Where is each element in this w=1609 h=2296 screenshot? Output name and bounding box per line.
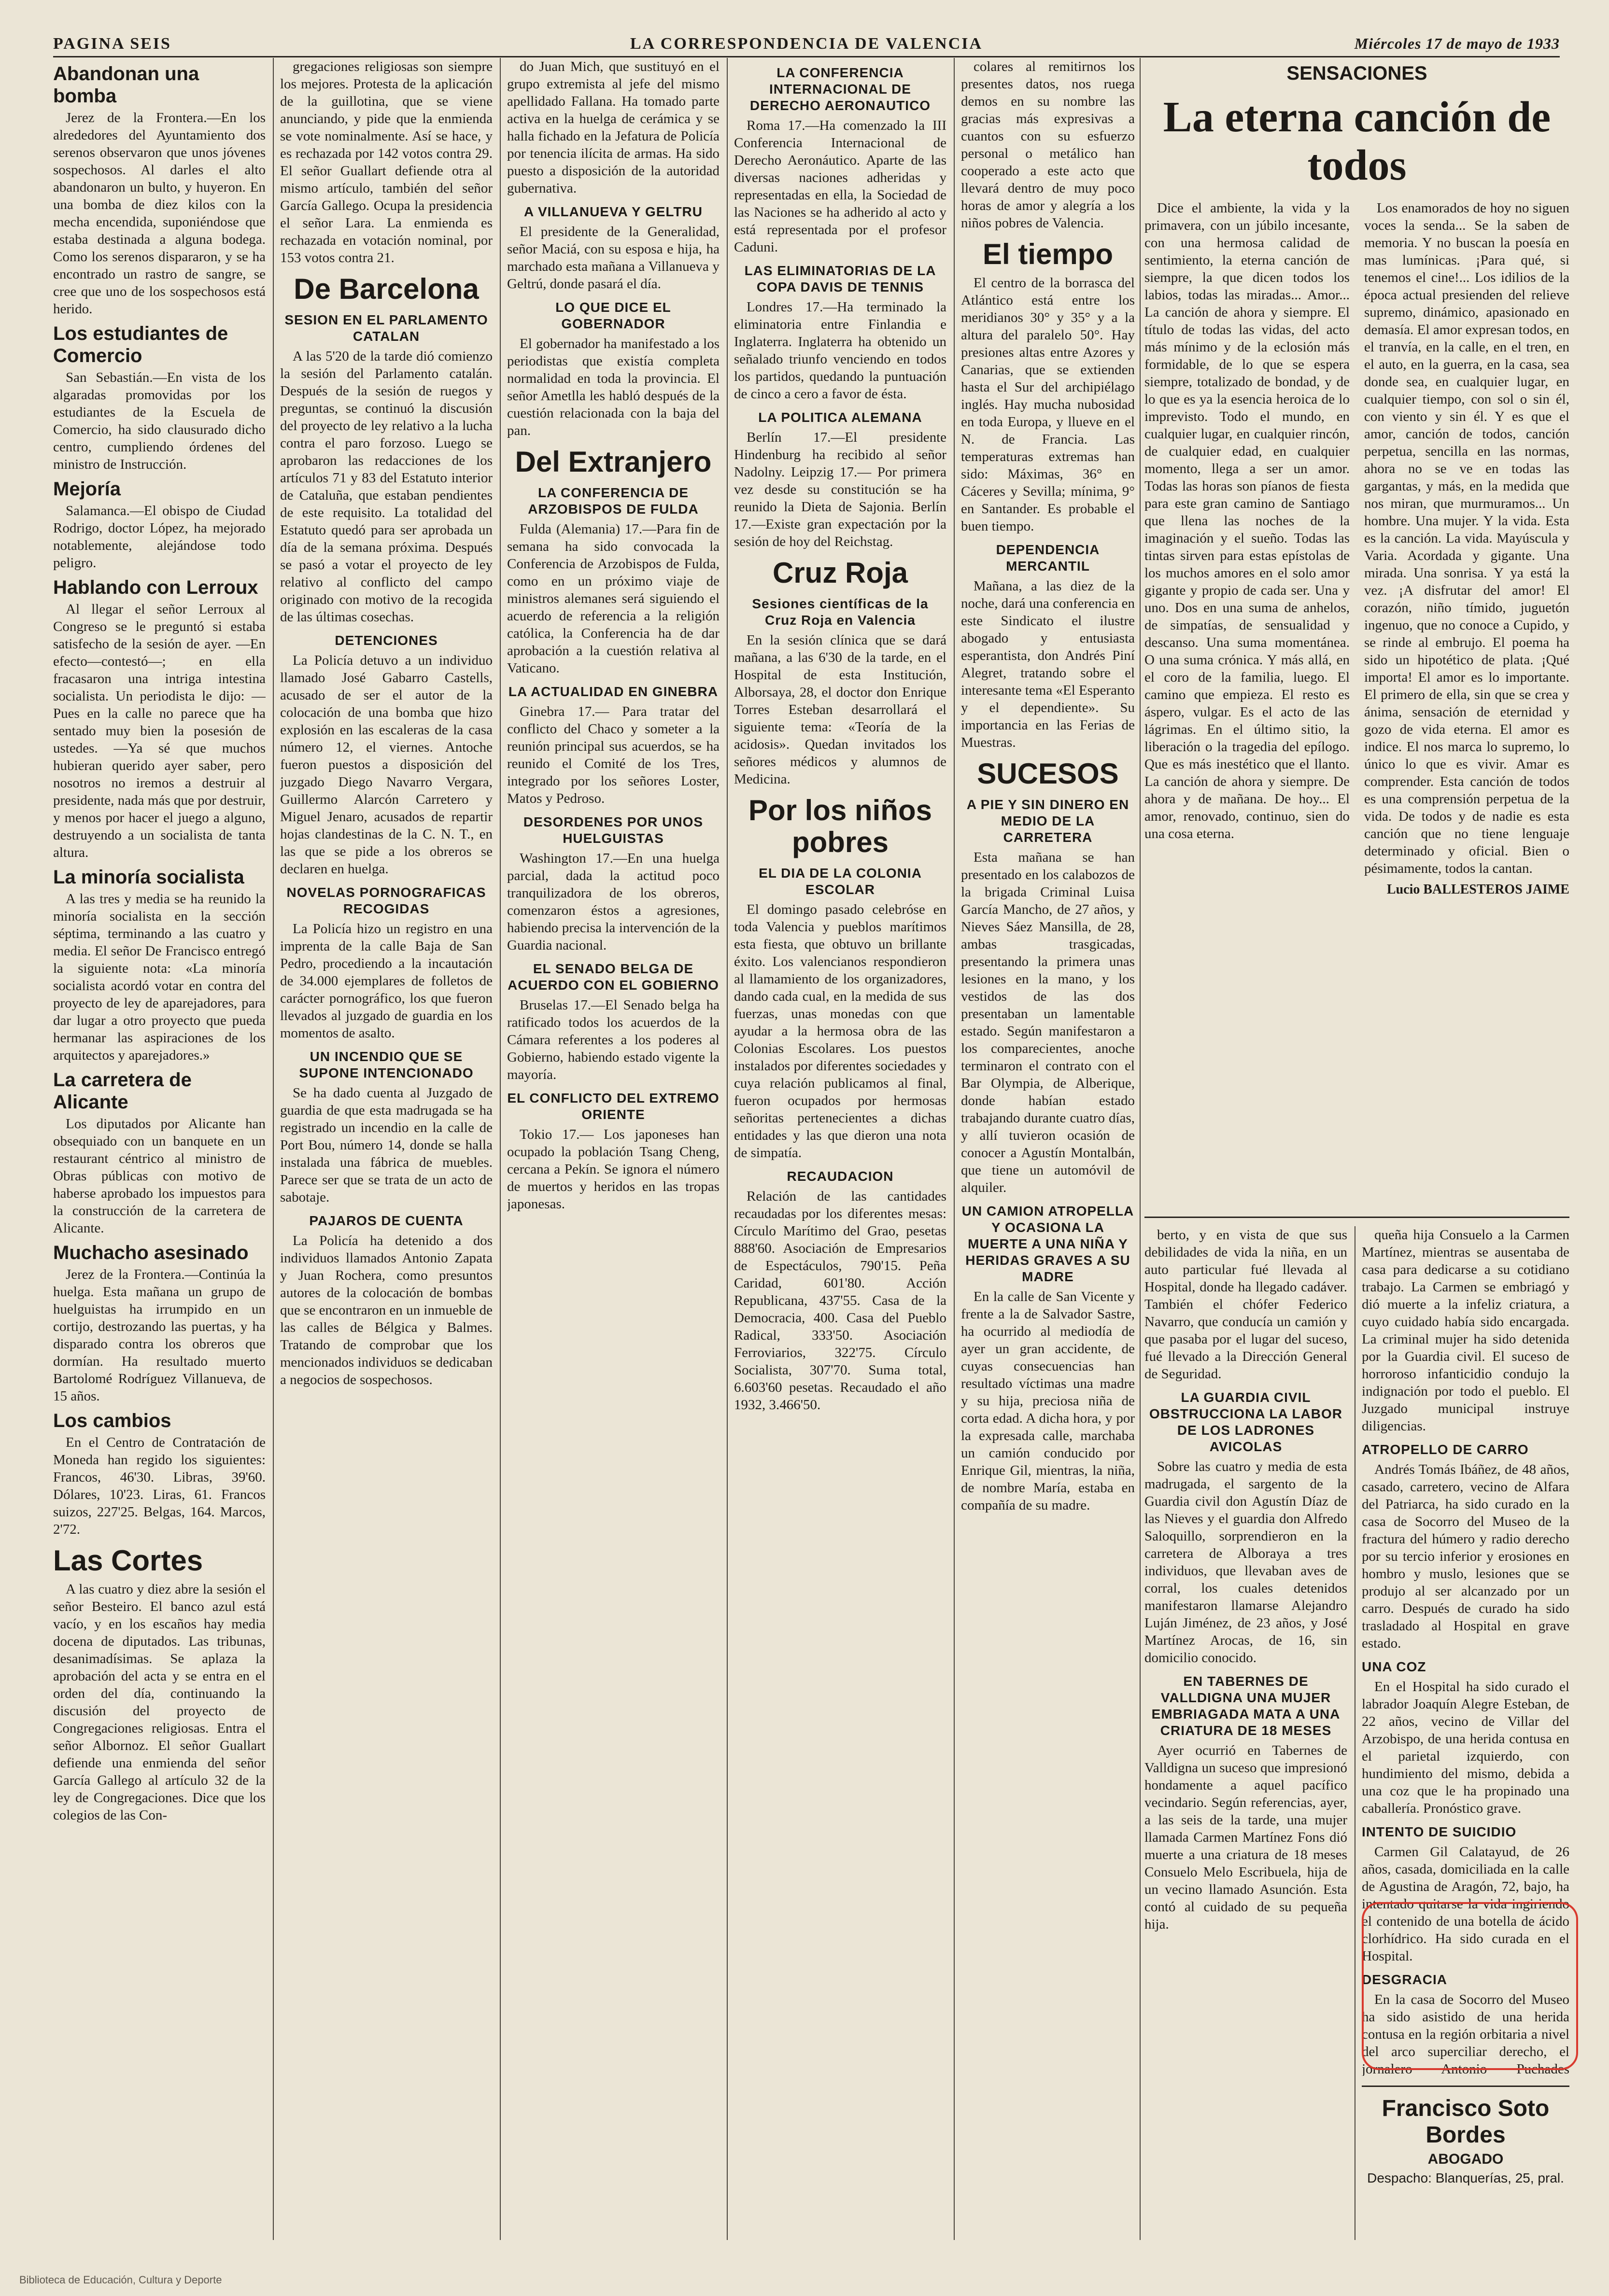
article-text: San Sebastián.—En vista de los algaradas promovidas por los estudiantes de la Escuela de Comercio, ha sido clausurado dicho centro, cumpliendo órdenes del ministro de Instrucción. [53,370,266,472]
subheadline: A PIE Y SIN DINERO EN MEDIO DE LA CARRETERA [966,797,1129,845]
subheadline: DESGRACIA [1362,1972,1448,1987]
article-text: En el Hospital ha sido curado el labrador Joaquín Alegre Esteban, de 22 años, vecino de Villar del Arzobispo, de una herida contusa en el parietal izquierdo, con hundimiento del mismo, debida a una coz que le ha propinado una caballería. Pronóstico grave. [1362,1679,1569,1816]
article-text: Sobre las cuatro y media de esta madrugada, el sargento de la Guardia civil don Agustín Díaz de las Nieves y el guardia don Alfredo Saloquillo, sorprendieron en la carretera de Alboraya a tres individuos, que llevaban aves de corral, los cuales detenidos manifestaron llamarse Alejandro Luján Jiménez, de 23 años, y José Martínez Arocas, de 16, sin domicilio conocido. [1144,1459,1347,1666]
subheadline: ATROPELLO DE CARRO [1362,1442,1529,1457]
lawyer-advertisement [1362,2095,1569,2186]
article-text: La Policía ha detenido a dos individuos llamados Antonio Zapata y Juan Rochera, como presuntos autores de la colocación de bombas que se encontraron en un inmueble de las calles de Bélgica y Balmes. Tratando de comprobar que los mencionados individuos se dedicaban a negocios de sospechosos. [280,1233,493,1387]
article-text: Se ha dado cuenta al Juzgado de guardia de que esta madrugada se ha registrado un incendio en la calle de Port Bou, número 14, donde se halla instalada una fábrica de muebles. Parece ser que se trata de un acto de sabotaje. [280,1085,493,1205]
headline: Del Extranjero [515,446,712,478]
headline: Los cambios [53,1410,171,1431]
headline: SUCESOS [977,757,1119,790]
column-divider [727,58,728,2240]
column-5 [961,58,1135,2240]
column-4 [734,58,946,2240]
ad-name: Francisco Soto Bordes [1382,2096,1550,2148]
subheadline: EN TABERNES DE VALLDIGNA UNA MUJER EMBRIAGADA MATA A UNA CRIATURA DE 18 MESES [1151,1674,1341,1738]
library-credit: Biblioteca de Educación, Cultura y Deporte [19,2274,222,2286]
section-rule [1144,1217,1569,1218]
column-6 [1144,1226,1347,2240]
article-text: Ayer ocurrió en Tabernes de Valldigna un suceso que impresionó hondamente a aquel pacífico vecindario. Según referencias, ayer, a las seis de la tarde, una mujer llamada Carmen Martínez Fons dió muerte a una criatura de 18 meses Consuelo Melo Escribuela, hija de un vecino llamado Asunción. Esta contó al cuidado de su pequeña hija. [1144,1743,1347,1932]
issue-date: Miércoles 17 de mayo de 1933 [1354,35,1560,52]
headline: El tiempo [982,238,1114,270]
article-text: berto, y en vista de que sus debilidades de vida la niña, en un auto particular fué llevada al Hospital, donde ha llegado cadáver. También el chófer Federico Navarro, que conducía un camión y que pasaba por el lugar del suceso, fué llevado a la Dirección General de Seguridad. [1144,1227,1347,1382]
article-text: En la casa de Socorro del Museo ha sido asistido de una herida contusa en la región orbitaria a nivel del arco superciliar derecho, el jornalero Antonio Puchades [1362,1992,1569,2076]
feature-column-left [1144,199,1350,902]
headline: Las Cortes [53,1544,203,1577]
article-text: En el Centro de Contratación de Moneda han regido los siguientes: Francos, 46'30. Libras, 39'60. Dólares, 10'23. Liras, 61. Francos suizos, 227'25. Belgas, 164. Marcos, 2'72. [53,1435,266,1537]
section-tag: SENSACIONES [1286,63,1427,84]
feature-article [1144,58,1569,1212]
subheadline: DETENCIONES [335,633,438,648]
feature-title: La eterna canción de todos [1163,93,1551,189]
ad-address: Despacho: Blanquerías, 25, pral. [1367,2170,1564,2185]
ad-rule [1362,2086,1569,2087]
headline: La minoría socialista [53,867,244,888]
article-text: Londres 17.—Ha terminado la eliminatoria entre Finlandia e Inglaterra. Inglaterra ha obtenido un señalado triunfo venciendo en todos los partidos, quedando la puntuación de cinco a cero a favor de ésta. [734,299,946,402]
masthead [53,28,1560,57]
article-text: Los diputados por Alicante han obsequiado con un banquete en un restaurant céntrico al ministro de Obras públicas con motivo de haberse aprobado los impuestos para la construcción de la carretera de Alicante. [53,1116,266,1236]
article-text: Tokio 17.— Los japoneses han ocupado la población Tsang Cheng, cercana a Pekín. Se ignora el número de muertos y heridos en las tropas japonesas. [507,1127,720,1212]
signature: Lucio BALLESTEROS JAIME [1386,882,1569,897]
article-text: Fulda (Alemania) 17.—Para fin de semana ha sido convocada la Conferencia de Arzobispos de Fulda, como en un próximo viaje de ministros alemanes será siguiendo el acuerdo de referencia a la religión católica, la Conferencia ha de dar aprobación a la cuestión relativa al Vaticano. [507,521,720,676]
article-text: Carmen Gil Calatayud, de 26 años, casada, domiciliada en la calle de Agustina de Aragón, 72, bajo, ha intentado quitarse la vida ingiriendo el contenido de una botella de ácido clorhídrico. Ha sido curada en el Hospital. [1362,1844,1569,1964]
article-text: Roma 17.—Ha comenzado la III Conferencia Internacional de Derecho Aeronáutico. Aparte de las diversas naciones adheridas y representadas en ella, la Sociedad de las Naciones se ha adherido al acto y está representada por el profesor Caduni. [734,118,946,255]
subheadline: PAJAROS DE CUENTA [309,1213,464,1228]
article-text: Dice el ambiente, la vida y la primavera, con un júbilo incesante, con una hermosa calidad de sentimiento, la eterna canción de siempre, la que dicen todos los labios, todas las miradas... Amor... La canción de ahora y siempre. El título de todas las vidas, del acto más mínimo y de la eclosión más formidable, de lo que se espera siempre, totalizado de bondad, y de lo que es ya la esencia heroica de lo imprevisto. Todo el mundo, en cualquier lugar, en cualquier rincón, de cualquier edad, en cualquier momento, llega a ser un amor. Todas las horas son píanos de fiesta para este gran camino de Santiago que llena las noches de la imaginación y el sueño. Todas las tintas sirven para estas epístolas de los muchos amores en el solo amor gigante y propio de cada ser. Una y uno. Dos en una suma de anhelos, de simpatías, de sensualidad y descanso. Una suma momentánea. O una suma crónica. Y más allá, en el coro de la familia, luego. El camino que empieza. El resto es áspero, vulgar. Es el acto de las lágrimas. En el último sitio, la liberación o la tragedia del epílogo. Que es más inestético que el llanto. La canción de ahora y siempre. De ahora y de mañana. De hoy... El amor, renovado, continuo, sien do una cosa eterna. [1144,200,1350,841]
headline: Hablando con Lerroux [53,577,258,598]
subheadline: EL SENADO BELGA DE ACUERDO CON EL GOBIERNO [508,961,719,993]
article-text: Ginebra 17.— Para tratar del conflicto del Chaco y someter a la reunión principal sus acuerdos, se ha reunido el Comité de los Tres, integrado por los señores Loster, Matos y Pedroso. [507,704,720,806]
headline: Abandonan una bomba [53,63,199,107]
subheadline: DEPENDENCIA MERCANTIL [996,542,1100,574]
page-number: PAGINA SEIS [53,35,171,53]
article-text: Washington 17.—En una huelga parcial, dada la actitud poco tranquilizadora de los obreros, comenzaron éstos a agresiones, habiendo precisa la intervención de la Guardia nacional. [507,851,720,953]
article-text: gregaciones religiosas son siempre los mejores. Protesta de la aplicación de la guillotina, que se viene anunciando, y pide que la enmienda se vote nominalmente. Así se hace, y es rechazada por 142 votos contra 29. El señor Guallart defiende otra al mismo artículo, también del señor García Gallego. Ocupa la presidencia el señor Lara. La enmienda es rechazada en votación nominal, por 153 votos contra 21. [280,59,493,266]
subheadline: EL DIA DE LA COLONIA ESCOLAR [759,866,922,897]
article-text: El centro de la borrasca del Atlántico está entre los meridianos 30° y 35° y a la altura del paralelo 50°. Hay presiones altas entre Azores y Canarias, que se extienden hasta el Sur del archipiélago inglés. Hay mucha nubosidad en toda Europa, y llueve en el N. de Francia. Las temperaturas extremas han sido: Máximas, 36° en Cáceres y Sevilla; mínima, 9° en Santander. Es probable el buen tiempo. [961,275,1135,534]
subheadline: UN INCENDIO QUE SE SUPONE INTENCIONADO [299,1049,474,1080]
article-text: colares al remitirnos los presentes datos, nos ruega demos en su nombre las gracias más expresivas a cuantos con su esfuerzo personal o metálico han cooperado a este acto que llevará dentro de muy poco horas de amor y alegría a los niños pobres de Valencia. [961,59,1135,231]
subheadline: EL CONFLICTO DEL EXTREMO ORIENTE [507,1091,720,1122]
article-text: Relación de las cantidades recaudadas por los diferentes mesas: Círculo Marítimo del Grao, pesetas 888'60. Asociación de Empresarios de Espectáculos, 790'15. Peña Caridad, 601'80. Acción Republicana, 437'55. Casa de la Democracia, 400. Casa del Pueblo Radical, 333'50. Asociación Ferroviarios, 322'75. Círculo Socialista, 307'70. Suma total, 6.603'60 pesetas. Recaudado el año 1932, 3.466'50. [734,1189,946,1413]
subheadline: SESION EN EL PARLAMENTO CATALAN [284,312,488,344]
feature-column-right [1364,199,1569,902]
article-text: Jerez de la Frontera.—Continúa la huelga. Esta mañana un grupo de huelguistas ha irrumpido en un cortijo, destrozando las puertas, y ha disparado contra los obreros que dormían. Ha resultado muerto Bartolomé Rodríguez Villanueva, de 15 años. [53,1267,266,1404]
article-text: El gobernador ha manifestado a los periodistas que existía completa normalidad en toda la provincia. El señor Ametlla les habló después de la cuestión relacionada con la baja del pan. [507,336,720,438]
column-2 [280,58,493,2240]
masthead-rule [53,56,1560,57]
subheadline: LAS ELIMINATORIAS DE LA COPA DAVIS DE TENNIS [744,263,936,294]
article-text: El domingo pasado celebróse en toda Valencia y pueblos marítimos esta fiesta, que obtuvo un brillante éxito. Los valencianos respondieron al llamamiento de los organizadores, dando cada cual, en la medida de sus fuerzas, unas monedas con que ayudar a la hermosa obra de las Colonias Escolares. Los puestos instalados por diferentes sociedades y cuya relación publicamos al final, fueron ocupados por hermosas señoritas pertenecientes a dichas entidades y las que dieron una nota de simpatía. [734,902,946,1161]
subheadline: LO QUE DICE EL GOBERNADOR [555,300,671,331]
article-text: Salamanca.—El obispo de Ciudad Rodrigo, doctor López, ha mejorado notablemente, alejándose todo peligro. [53,503,266,571]
subheadline: LA GUARDIA CIVIL OBSTRUCCIONA LA LABOR DE LOS LADRONES AVICOLAS [1149,1390,1342,1454]
subheadline: UNA COZ [1362,1659,1426,1674]
article-text: queña hija Consuelo a la Carmen Martínez, mientras se ausentaba de casa para dedicarse a su cotidiano trabajo. La Carmen se embriagó y dió muerte a la infeliz criatura, a cuyo cuidado había sido encargada. La criminal mujer ha sido detenida por la Guardia civil. El suceso de horroroso infanticidio condujo la indignación por todo el pueblo. El Juzgado municipal instruye diligencias. [1362,1227,1569,1434]
article-text: Mañana, a las diez de la noche, dará una conferencia en este Sindicato el ilustre abogado y entusiasta esperantista, don Andrés Piní Alegret, tratando sobre el interesante tema «El Esperanto y el dependiente». Su importancia en las Ferias de Muestras. [961,578,1135,750]
article-text: Jerez de la Frontera.—En los alrededores del Ayuntamiento dos serenos observaron que unos jóvenes sospechosos. Al darles el alto abandonaron un bulto, y huyeron. En una bomba de diez kilos con la mecha encendida, suponiéndose que estaba destinada a alguna bodega. Como los serenos dispararon, y se ha encontrado un rastro de sangre, se cree que uno de los sospechosos está herido. [53,110,266,317]
headline: Mejoría [53,478,121,500]
column-divider [500,58,501,2240]
article-text: A las 5'20 de la tarde dió comienzo la sesión del Parlamento catalán. Después de la sesión de ruegos y preguntas, se continuó la discusión del proyecto de ley relativo a la lucha contra el paro forzoso. Luego se aprobaron las redacciones de los artículos 71 y 83 del Estatuto interior de Cataluña, que estaban pendientes de este requisito. La totalidad del Estatuto quedó para ser aprobada un día de la semana próxima. Después se pasó a votar el proyecto de ley relativo al conflicto del campo originado con motivo de la recogida de las últimas cosechas. [280,349,493,625]
newspaper-title: LA CORRESPONDENCIA DE VALENCIA [630,35,983,53]
article-text: Los enamorados de hoy no siguen voces la senda... Se la saben de memoria. Y no buscan la poesía en mas lumínicas. ¡Para qué, si tenemos el cine!... Los idilios de la época actual presienden del relieve supremo, dinámico, apasionado en demasía. El amor expresan todos, en el tranvía, en la calle, en el tren, en el auto, en la guerra, en la casa, sea donde sea, en cualquier lugar, en cualquier tiempo, con sol o sin él, con viento y sin él. Y es que el amor, canción de todos, canción perpetua, sencilla en las normas, ahora no se ve en todas las gargantas, y más, en la medida que nos miran, que murmuramos... Un hombre. Una mujer. Y la vida. Esta es la canción. La vida. Mayúscula y Varia. Acordada y gigante. Una mirada. Una sonrisa. Y ya está la vez. ¡A disfrutar del amor! El corazón, niño tímido, juguetón ingenuo, que no conoce a Cupido, y se rinde al embrujo. El poema ha sido un hipotético de plata. ¡Qué importa! El amor es lo importante. El primero de ella, sin que se crea y ánima, sensación de eternidad y gozo de vida eterna. El amor es indice. El nos marca lo supremo, lo único lo que es vivir. Amar es comprender. Esta canción de todos es una comprensión perpetua de la vida. De todos y de nadie es esta canción que no tiene lenguaje determinado y oficial. Bien o pésimamente, todos la cantan. [1364,200,1569,876]
headline: Los estudiantes de Comercio [53,323,228,366]
article-text: Bruselas 17.—El Senado belga ha ratificado todos los acuerdos de la Cámara referentes a los poderes al Gobierno, habiendo estado vigente la mayoría. [507,997,720,1082]
column-1 [53,58,266,2240]
ad-role: ABOGADO [1427,2151,1504,2167]
subheadline: INTENTO DE SUICIDIO [1362,1824,1517,1839]
subheadline: LA ACTUALIDAD EN GINEBRA [508,684,719,699]
headline: De Barcelona [294,273,479,305]
headline: Muchacho asesinado [53,1242,249,1263]
subheadline: RECAUDACION [787,1169,894,1184]
article-text: En la calle de San Vicente y frente a la de Salvador Sastre, ha ocurrido al mediodía de ayer un gran accidente, de cuyas consecuencias han resultado víctimas una madre y su hija, preciosa niña de corta edad. A dicha hora, y por la expresada calle, marchaba un camión conducido por Enrique Gil, mientras, la niña, de nombre María, estaba en compañía de su madre. [961,1289,1135,1513]
headline: La carretera de Alicante [53,1069,192,1113]
highlight-circle [1362,1902,1578,2070]
article-text: Andrés Tomás Ibáñez, de 48 años, casado, carretero, vecino de Alfara del Patriarca, ha sido curado en la casa de Socorro del Museo de la fractura del húmero y radio derecho por su tercio inferior y erosiones en hombro y muslo, lesiones que se produjo al ser alcanzado por un carro. Después de curado ha sido trasladado al Hospital en grave estado. [1362,1462,1569,1651]
article-text: A las cuatro y diez abre la sesión el señor Besteiro. El banco azul está vacío, y en los escaños hay media docena de diputados. Las tribunas, desanimadísimas. Se aplaza la aprobación del acta y se entra en el orden del día, continuando la discusión del proyecto de Congregaciones religiosas. Entra el señor Albornoz. El señor Guallart defiende una enmienda del señor García Gallego al artículo 32 de la ley de Congregaciones. Dice que los colegios de las Con- [53,1582,266,1823]
feature-columns [1144,199,1569,902]
subheadline: NOVELAS PORNOGRAFICAS RECOGIDAS [286,885,486,916]
article-text: Al llegar el señor Lerroux al Congreso se le preguntó si estaba satisfecho de la sesión de ayer. —En efecto—contestó—; en ella fracasaron una intriga intestina socialista. Un periodista le dijo: —Pues en la calle no parece que ha sentado muy bien la posesión de ustedes. —Ya sé que muchos hubieran querido ayer saber, pero nosotros no iremos a destruir al presidente, nada más que por destruir, y menos por hacer el juego a alguno, destruyendo a un socialista de tanta altura. [53,602,266,860]
column-divider [954,58,955,2240]
subheadline: LA POLITICA ALEMANA [758,410,922,425]
article-text: El presidente de la Generalidad, señor Maciá, con su esposa e hija, ha marchado esta mañana a Villanueva y Geltrú, donde pasará el día. [507,224,720,292]
subheadline: LA CONFERENCIA INTERNACIONAL DE DERECHO AERONAUTICO [749,65,931,113]
article-text: En la sesión clínica que se dará mañana, a las 6'30 de la tarde, en el Hospital de esta Institución, Alborsaya, 28, el doctor don Enrique Torres Esteban desarrollará el siguiente tema: «Teoría de la acidosis». Quedan invitados los señores médicos y alumnos de Medicina. [734,632,946,787]
article-text: La Policía detuvo a un individuo llamado José Gabarro Castells, acusado de ser el autor de la colocación de una bomba que hizo explosión en las escaleras de la casa número 12, el viernes. Antoche fueron puestos a disposición del juzgado Diego Navarro Vergara, Guillermo Alarcón Carretero y Miguel Jenaro, acusados de repartir hojas clandestinas de la C. N. T., en las que se pide a los obreros se declaren en huelga. [280,653,493,877]
column-3 [507,58,720,2240]
article-text: do Juan Mich, que sustituyó en el grupo extremista al jefe del mismo apellidado Fallana. Ha tomado parte activa en la huelga de cerámica y se halla fichado en la Jefatura de Policía por tenencia ilícita de armas. Ha sido puesto a disposición de la autoridad gubernativa. [507,59,720,196]
subheadline: DESORDENES POR UNOS HUELGUISTAS [523,814,704,846]
subheadline: A VILLANUEVA Y GELTRU [524,204,703,219]
subheadline: UN CAMION ATROPELLA Y OCASIONA LA MUERTE A UNA NIÑA Y HERIDAS GRAVES A SU MADRE [961,1204,1134,1284]
headline: Cruz Roja [772,557,908,589]
subheadline: LA CONFERENCIA DE ARZOBISPOS DE FULDA [528,485,699,517]
headline: Por los niños pobres [748,794,932,858]
subheadline: Sesiones científicas de la Cruz Roja en Valencia [752,596,929,628]
article-text: Berlín 17.—El presidente Hindenburg ha recibido al señor Nadolny. Leipzig 17.— Por primera vez desde su constitución se ha reunido la Dieta de Sajonia. Berlín 17.—Existe gran expectación por la sesión de hoy del Reichstag. [734,430,946,549]
article-text: Esta mañana se han presentado en los calabozos de la brigada Criminal Luisa García Mancho, de 27 años, y Nieves Sáez Mansilla, de 28, ambas trasgicadas, presentando la primera unas lesiones en la mano, y los vestidos de las dos presentaban un lamentable estado. Según manifestaron a los comparecientes, anoche terminaron el contrato con el Bar Olympia, de Alberique, donde habían estado trabajando durante cuatro días, y allí tuvieron ocasión de conocer a Agustín Montalbán, que tiene un automóvil de alquiler. [961,850,1135,1195]
column-divider [273,58,274,2240]
column-divider [1140,58,1141,2240]
article-text: La Policía hizo un registro en una imprenta de la calle Baja de San Pedro, procediendo a la incautación de 34.000 ejemplares de folletos de carácter pornográfico, los que fueron llevados al juzgado de guardia en los momentos de asalto. [280,921,493,1041]
article-text: A las tres y media se ha reunido la minoría socialista en la sección séptima, terminando a las cuatro y media. El señor De Francisco entregó la siguiente nota: «La minoría socialista acordó votar en contra del proyecto de ley de aparejadores, para dar lugar a otro proyecto que pueda hermanar las aspiraciones de los arquitectos y aparejadores.» [53,891,266,1063]
